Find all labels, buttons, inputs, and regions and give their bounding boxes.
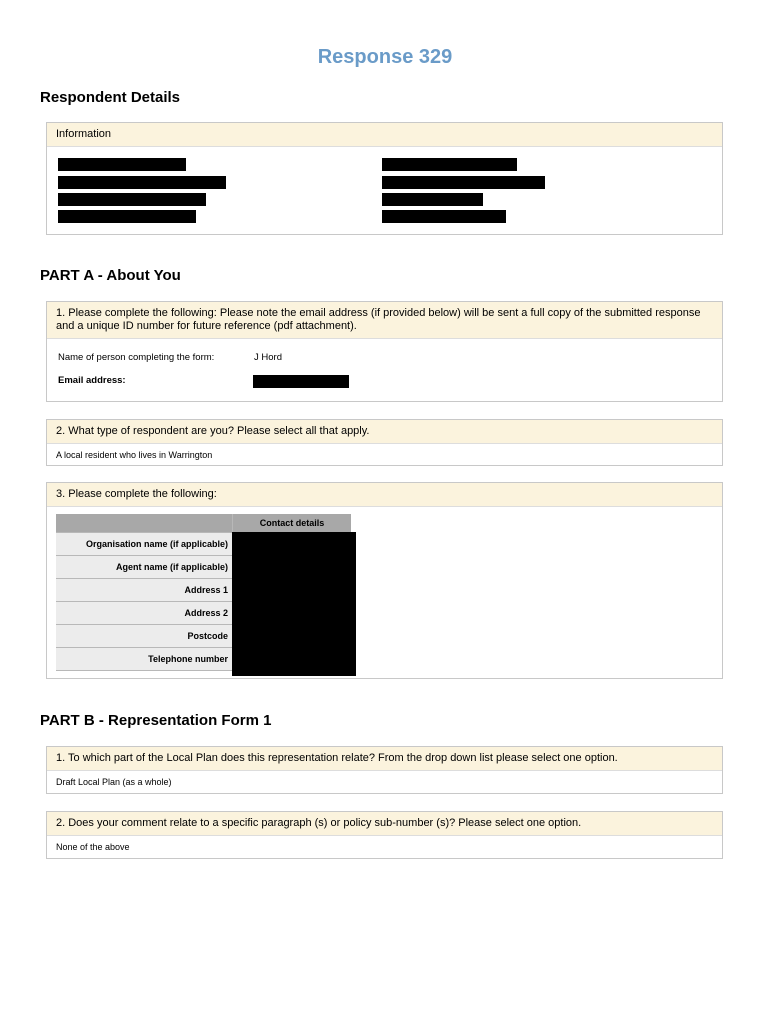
redaction-block	[58, 176, 226, 189]
question-a1-text: 1. Please complete the following: Please note the email address (if provided below) will be sent a full copy of the submitted response and a unique ID number for future reference (pdf attachment).	[47, 302, 722, 339]
question-a3-text: 3. Please complete the following:	[47, 483, 722, 507]
information-box-label: Information	[47, 123, 722, 147]
table-row-label: Organisation name (if applicable)	[56, 533, 233, 556]
redaction-block	[382, 158, 517, 171]
part-a-heading: PART A - About You	[40, 267, 181, 284]
question-a2-text: 2. What type of respondent are you? Please select all that apply.	[47, 420, 722, 444]
name-value: J Hord	[254, 352, 282, 363]
part-b-heading: PART B - Representation Form 1	[40, 712, 272, 729]
table-row-label: Telephone number	[56, 648, 233, 671]
redaction-block	[58, 210, 196, 223]
contact-details-redaction	[232, 532, 356, 676]
question-box-a2	[46, 419, 723, 466]
table-row-label: Address 1	[56, 579, 233, 602]
question-b1-text: 1. To which part of the Local Plan does this representation relate? From the drop down list please select one option.	[47, 747, 722, 771]
respondent-details-heading: Respondent Details	[40, 89, 181, 106]
table-row-label: Address 2	[56, 602, 233, 625]
question-box-b2	[46, 811, 723, 859]
question-a2-answer: A local resident who lives in Warrington	[56, 450, 213, 460]
question-b2-text: 2. Does your comment relate to a specific paragraph (s) or policy sub-number (s)? Please select one option.	[47, 812, 722, 836]
question-box-b1	[46, 746, 723, 794]
email-redaction	[253, 375, 349, 388]
redaction-block	[58, 193, 206, 206]
redaction-block	[382, 176, 545, 189]
redaction-block	[58, 158, 186, 171]
page-title: Response 329	[317, 46, 453, 68]
redaction-block	[382, 193, 483, 206]
question-b2-answer: None of the above	[56, 842, 130, 852]
redaction-block	[382, 210, 506, 223]
name-label: Name of person completing the form:	[58, 352, 215, 363]
question-b1-answer: Draft Local Plan (as a whole)	[56, 777, 172, 787]
email-label: Email address:	[58, 375, 126, 386]
contact-details-header: Contact details	[233, 514, 352, 533]
table-row-label: Agent name (if applicable)	[56, 556, 233, 579]
table-row-label: Postcode	[56, 625, 233, 648]
